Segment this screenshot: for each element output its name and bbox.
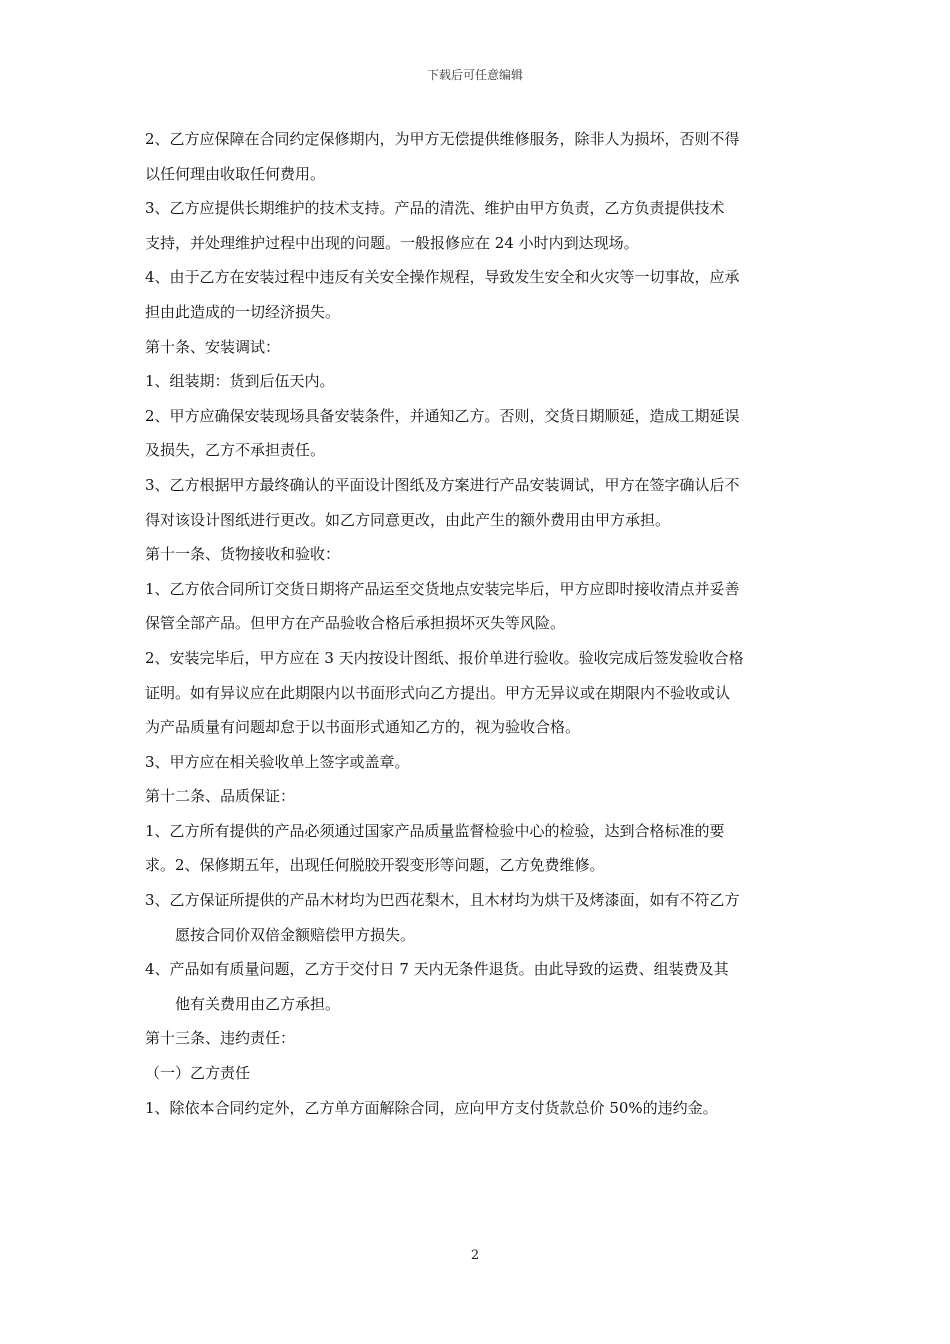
body-line: 证明。如有异议应在此期限内以书面形式向乙方提出。甲方无异议或在期限内不验收或认 — [145, 683, 731, 702]
page-header: 下载后可任意编辑 — [426, 68, 523, 82]
body-line: 为产品质量有问题却怠于以书面形式通知乙方的，视为验收合格。 — [145, 718, 581, 737]
body-line: 2、安装完毕后，甲方应在 3 天内按设计图纸、报价单进行验收。验收完成后签发验收合格 — [145, 648, 744, 667]
body-line: 3、甲方应在相关验收单上签字或盖章。 — [145, 752, 410, 771]
body-line: 1、除依本合同约定外，乙方单方面解除合同，应向甲方支付货款总价 50%的违约金。 — [145, 1098, 718, 1117]
body-line: 3、乙方应提供长期维护的技术支持。产品的清洗、维护由甲方负责，乙方负责提供技术 — [145, 199, 725, 218]
body-line: 担由此造成的一切经济损失。 — [145, 302, 341, 321]
section-heading: 第十三条、违约责任： — [145, 1029, 296, 1048]
body-line: 4、由于乙方在安装过程中违反有关安全操作规程，导致发生安全和火灾等一切事故，应承 — [145, 268, 740, 287]
document-body — [145, 122, 815, 1125]
body-line: 3、乙方根据甲方最终确认的平面设计图纸及方案进行产品安装调试，甲方在签字确认后不 — [145, 475, 740, 494]
body-line: 支持，并处理维护过程中出现的问题。一般报修应在 24 小时内到达现场。 — [145, 233, 639, 252]
subsection-heading: （一）乙方责任 — [145, 1064, 251, 1083]
body-line-indented: 愿按合同价双倍金额赔偿甲方损失。 — [175, 925, 416, 944]
page-number: 2 — [470, 1248, 480, 1263]
body-line: 及损失，乙方不承担责任。 — [145, 441, 326, 460]
body-line: 求。2、保修期五年，出现任何脱胶开裂变形等问题，乙方免费维修。 — [145, 856, 605, 875]
section-heading: 第十条、安装调试： — [145, 337, 281, 356]
body-line: 4、产品如有质量问题，乙方于交付日 7 天内无条件退货。由此导致的运费、组装费及其 — [145, 960, 729, 979]
body-line: 2、甲方应确保安装现场具备安装条件，并通知乙方。否则，交货日期顺延，造成工期延误 — [145, 406, 740, 425]
section-heading: 第十二条、品质保证： — [145, 787, 296, 806]
body-line: 1、乙方所有提供的产品必须通过国家产品质量监督检验中心的检验，达到合格标准的要 — [145, 821, 725, 840]
body-line: 2、乙方应保障在合同约定保修期内，为甲方无偿提供维修服务，除非人为损坏，否则不得 — [145, 130, 740, 148]
body-line: 以任何理由收取任何费用。 — [145, 164, 326, 183]
body-line: 得对该设计图纸进行更改。如乙方同意更改，由此产生的额外费用由甲方承担。 — [145, 510, 671, 529]
body-line: 1、乙方依合同所订交货日期将产品运至交货地点安装完毕后，甲方应即时接收清点并妥善 — [145, 579, 740, 598]
body-line: 保管全部产品。但甲方在产品验收合格后承担损坏灭失等风险。 — [145, 614, 566, 633]
body-line: 1、组装期：货到后伍天内。 — [145, 372, 335, 391]
section-heading: 第十一条、货物接收和验收： — [145, 545, 341, 564]
body-line-indented: 他有关费用由乙方承担。 — [175, 994, 341, 1013]
body-line: 3、乙方保证所提供的产品木材均为巴西花梨木，且木材均为烘干及烤漆面，如有不符乙方 — [145, 891, 740, 910]
